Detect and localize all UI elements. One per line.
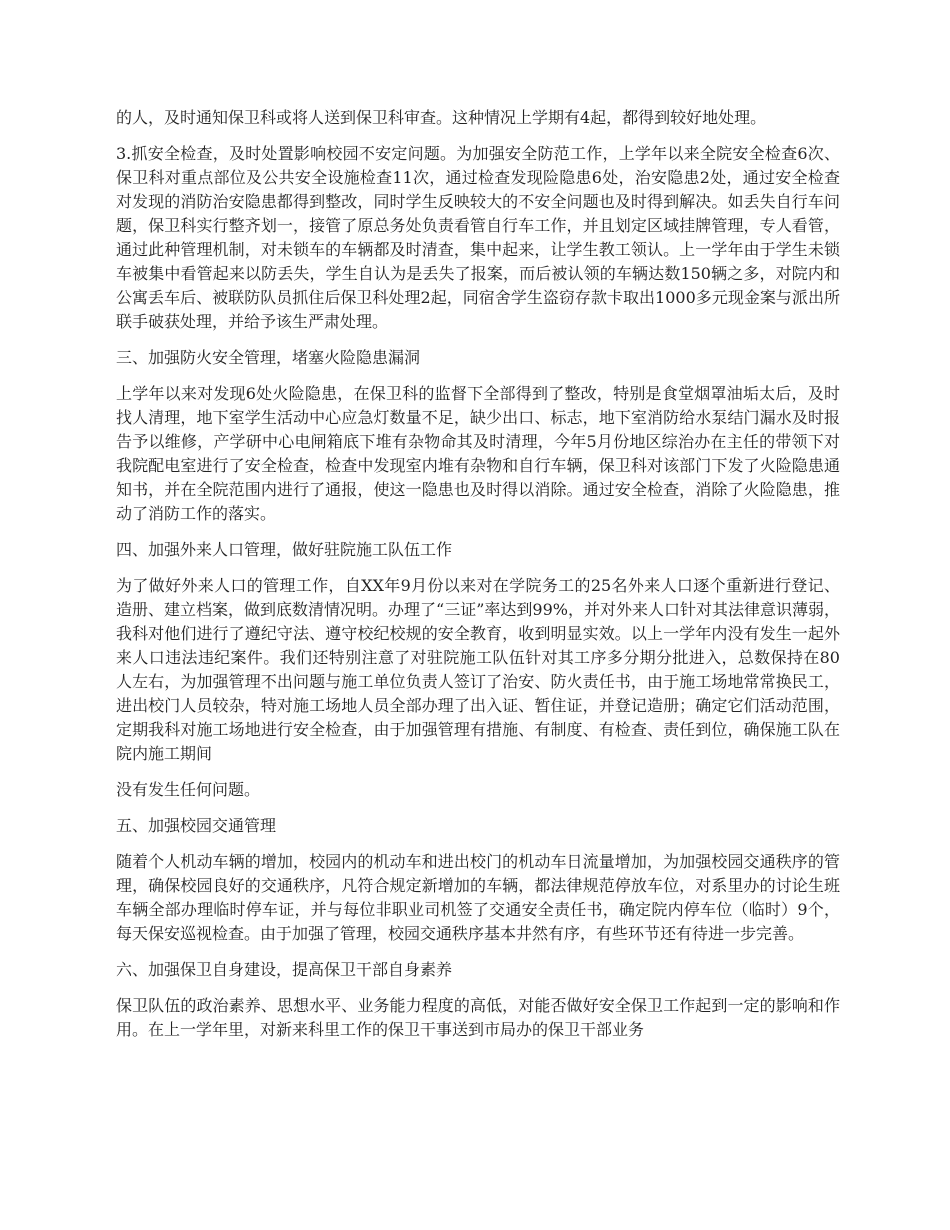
- document-body: [116, 106, 840, 1054]
- section-heading-traffic: 五、加强校园交通管理: [116, 816, 277, 835]
- paragraph-fire-hazards: 上学年以来对发现6处火险隐患，在保卫科的监督下全部得到了整改，特别是食堂烟罩油垢太后，及时找人清理，地下室学生活动中心应急灯数量不足，缺少出口、标志，地下室消防给水泵结门漏水及时报告予以维修，产学研中心电闸箱底下堆有杂物命其及时清理，今年5月份地区综治办在主任的带领下对我院配电室进行了安全检查，检查中发现室内堆有杂物和自行车辆，保卫科对该部门下发了火险隐患通知书，并在全院范围内进行了通报，使这一隐患也及时得以消除。通过安全检查，消除了火险隐患，推动了消防工作的落实。: [116, 384, 840, 523]
- section-heading-fire-safety: 三、加强防火安全管理，堵塞火险隐患漏洞: [116, 348, 421, 367]
- paragraph-no-problems: 没有发生任何问题。: [116, 780, 261, 799]
- section-heading-self-building: 六、加强保卫自身建设，提高保卫干部自身素养: [116, 960, 453, 979]
- paragraph-self-building: 保卫队伍的政治素养、思想水平、业务能力程度的高低，对能否做好安全保卫工作起到一定的影响和作用。在上一学年里，对新来科里工作的保卫干事送到市局办的保卫干部业务: [116, 996, 840, 1039]
- paragraph-safety-inspection: 3.抓安全检查，及时处置影响校园不安定问题。为加强安全防范工作，上学年以来全院安全检查6次、保卫科对重点部位及公共安全设施检查11次，通过检查发现险隐患6处，治安隐患2处，通过安全检查对发现的消防治安隐患都得到整改，同时学生反映较大的不安全问题也及时得到解决。如丢失自行车问题，保卫科实行整齐划一，接管了原总务处负责看管自行车工作，并且划定区域挂牌管理，专人看管，通过此种管理机制，对未锁车的车辆都及时清查，集中起来，让学生教工领认。上一学年由于学生未锁车被集中看管起来以防丢失，学生自认为是丢失了报案，而后被认领的车辆达数150辆之多，对院内和公寓丢车后、被联防队员抓住后保卫科处理2起，同宿舍学生盗窃存款卡取出1000多元现金案与派出所联手破获处理，并给予该生严肃处理。: [116, 144, 840, 331]
- paragraph-leave-report: 的人，及时通知保卫科或将人送到保卫科审查。这种情况上学期有4起，都得到较好地处理。: [116, 108, 767, 127]
- paragraph-migrant-management: 为了做好外来人口的管理工作，自XX年9月份以来对在学院务工的25名外来人口逐个重新进行登记、造册、建立档案，做到底数清情况明。办理了“三证”率达到99%，并对外来人口针对其法律意识薄弱，我科对他们进行了遵纪守法、遵守校纪校规的安全教育，收到明显实效。以上一学年内没有发生一起外来人口违法违纪案件。我们还特别注意了对驻院施工队伍针对其工序多分期分批进入，总数保持在80人左右，为加强管理不出问题与施工单位负责人签订了治安、防火责任书，由于施工场地常常换民工，进出校门人员较杂，特对施工场地人员全部办理了出入证、暂住证，并登记造册；确定它们活动范围，定期我科对施工场地进行安全检查，由于加强管理有措施、有制度、有检查、责任到位，确保施工队在院内施工期间: [116, 576, 840, 763]
- paragraph-traffic-management: 随着个人机动车辆的增加，校园内的机动车和进出校门的机动车日流量增加，为加强校园交通秩序的管理，确保校园良好的交通秩序，凡符合规定新增加的车辆，都法律规范停放车位，对系里办的讨论生班车辆全部办理临时停车证，并与每位非职业司机签了交通安全责任书，确定院内停车位（临时）9个，每天保安巡视检查。由于加强了管理，校园交通秩序基本井然有序，有些环节还有待进一步完善。: [116, 852, 840, 943]
- section-heading-migrant-management: 四、加强外来人口管理，做好驻院施工队伍工作: [116, 540, 453, 559]
